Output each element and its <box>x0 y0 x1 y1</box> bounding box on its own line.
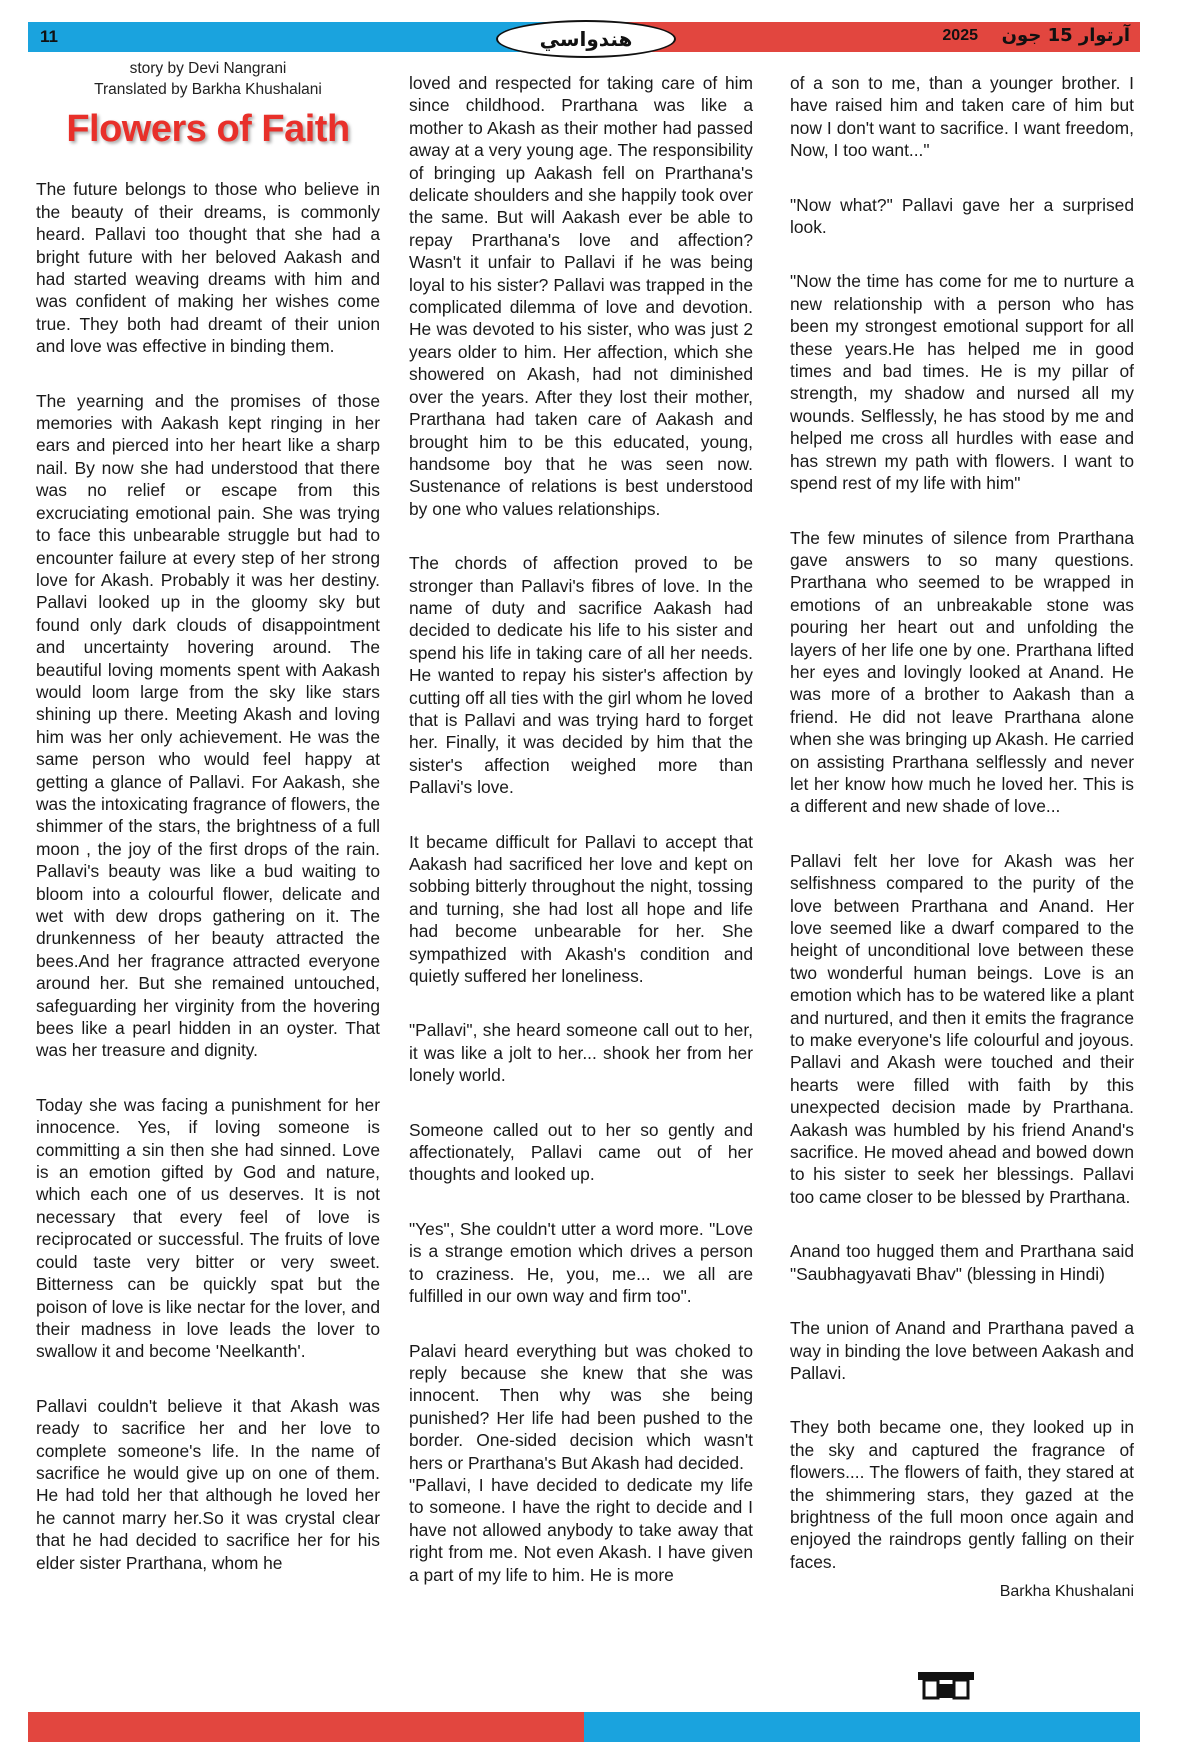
article-column-1 <box>36 58 380 1574</box>
paragraph: The yearning and the promises of those memories with Aakash kept ringing in her ears and pierced into her heart like a sharp nail. By now she had understood that there was no relief or escape from this excruciating emotional pain. She was trying to face this unbearable struggle but had to encounter failure at every step of her strong love for Akash. Probably it was her destiny. Pallavi looked up in the gloomy sky but found only dark clouds of disappointment and uncertainty hovering around. The beautiful loving moments spent with Aakash would loom large from the sky like stars shining up there. Meeting Akash and loving him was her only achievement. He was the same person who would feel happy at getting a glance of Pallavi. For Aakash, she was the intoxicating fragrance of flowers, the shimmer of the stars, the brightness of a full moon , the joy of the first drops of the rain. Pallavi's beauty was like a bud waiting to bloom into a colourful flower, delicate and wet with dew drops gathering on it. The drunkenness of her beauty attracted the bees.And her fragrance attracted everyone around her. But she remained untouched, safeguarding her virginity from the hovering bees like a pearl hidden in an oyster. That was her treasure and dignity. <box>36 390 380 1061</box>
paragraph: The chords of affection proved to be stronger than Pallavi's fibres of love. In the name of duty and sacrifice Aakash had decided to dedicate his life to his sister and spend his life in taking care of all her needs. He wanted to repay his sister's affection by cutting off all ties with the girl whom he loved that is Pallavi and was trying hard to forget her. Finally, it was decided by him that the sister's affection weighed more than Pallavi's love. <box>409 553 753 798</box>
footer-band <box>28 1712 1140 1742</box>
paragraph: The union of Anand and Prarthana paved a way in binding the love between Aakash and Pallavi. <box>790 1318 1134 1383</box>
page-number: 11 <box>40 27 58 46</box>
byline-author: story by Devi Nangrani <box>129 60 287 77</box>
paragraph: It became difficult for Pallavi to accept that Aakash had sacrificed her love and kept on sobbing bitterly throughout the night, tossing and turning, she had lost all hope and life had become unbearable for her. She sympathized with Akash's condition and quietly suffered her loneliness. <box>409 831 753 987</box>
paragraph: The future belongs to those who believe in the beauty of their dreams, is commonly heard. Pallavi too thought that she had a bright future with her beloved Aakash and had started weaving dreams with him and was confident of making her wishes come true. They both had dreamt of their union and love was effective in binding them. <box>36 179 380 357</box>
paragraph: "Now the time has come for me to nurture a new relationship with a person who has been my strongest emotional support for all these years.He has helped me in good times and bad times. He is my pillar of strength, my shadow and nursed all my wounds. Selflessly, he has stood by me and helped me cross all hurdles with ease and has strewn my path with flowers. I want to spend rest of my life with him" <box>790 271 1134 494</box>
paragraph: "Pallavi, I have decided to dedicate my life to someone. I have the right to decide and I have not allowed anybody to take away that right from me. Not even Akash. I have given a part of my life to him. He is more <box>409 1474 753 1585</box>
issue-year: 2025 <box>942 27 978 44</box>
paragraph: "Now what?" Pallavi gave her a surprised look. <box>790 194 1134 238</box>
paragraph: Someone called out to her so gently and affectionately, Pallavi came out of her thoughts and looked up. <box>409 1119 753 1185</box>
article-column-2 <box>409 72 753 1586</box>
paragraph: loved and respected for taking care of him since childhood. Prarthana was like a mother to Akash as their mother had passed away at a very young age. The responsibility of bringing up Aakash fell on Prarthana's delicate shoulders and she happily took over the same. But will Aakash ever be able to repay Prarthana's love and affection? Wasn't it unfair to Pallavi if he was being loyal to his sister? Pallavi was trapped in the complicated dilemma of love and devotion. He was devoted to his sister, who was just 2 years older to him. Her affection, which she showered on Akash, had not diminished over the years. After they lost their mother, Prarthana had taken care of Aakash and brought him to be this educated, young, handsome boy that he was seen now. Sustenance of relations is best understood by one who values relationships. <box>409 73 753 519</box>
masthead-logo: هندواسي <box>496 20 676 58</box>
paragraph: They both became one, they looked up in the sky and captured the fragrance of flowers.... The flowers of faith, they stared at the shimmering stars, they gazed at the brightness of the full moon once again and enjoyed the raindrops gently falling on their faces. <box>790 1417 1134 1572</box>
end-mark-icon <box>918 1672 974 1700</box>
paragraph: Palavi heard everything but was choked to reply because she knew that she was innocent. Then why was she being punished? Her life had been pushed to the border. One-sided decision which wasn't hers or Prarthana's But Akash had decided. <box>409 1340 753 1473</box>
byline-translator: Translated by Barkha Khushalani <box>94 81 322 98</box>
paragraph: Pallavi couldn't believe it that Akash was ready to sacrifice her and her love to complete someone's life. In the name of sacrifice he would give up on one of them. He had told her that although he loved her he cannot marry her.So it was crystal clear that he had decided to sacrifice her for his elder sister Prarthana, whom he <box>36 1395 380 1573</box>
article-title: Flowers of Faith <box>66 108 350 150</box>
paragraph: Pallavi felt her love for Akash was her selfishness compared to the purity of the love between Prarthana and Anand. Her love seemed like a dwarf compared to the height of unconditional love between these two wonderful human beings. Love is an emotion which has to be watered like a plant and nurtured, and then it emits the fragrance to make everyone's life colourful and joyous. Pallavi and Akash were touched and their hearts were filled with faith by this unexpected decision made by Prarthana. Aakash was humbled by his friend Anand's sacrifice. He moved ahead and bowed down to his sister to seek her blessings. Pallavi too came closer to be blessed by Prarthana. <box>790 850 1134 1207</box>
paragraph: The few minutes of silence from Prarthana gave answers to so many questions. Prarthana who seemed to be wrapped in emotions of an unbreakable stone was pouring her heart out and unfolding the layers of her life one by one. Prarthana lifted her eyes and lovingly looked at Anand. He was more of a brother to Aakash than a friend. He did not leave Prarthana alone when she was bringing up Akash. He carried on assisting Prarthana selflessly and never let her know how much he loved her. This is a different and new shade of love... <box>790 527 1134 817</box>
paragraph: "Pallavi", she heard someone call out to her, it was like a jolt to her... shook her from her lonely world. <box>409 1020 753 1086</box>
paragraph: of a son to me, than a younger brother. I have raised him and taken care of him but now I don't want to sacrifice. I want freedom, Now, I too want..." <box>790 73 1134 161</box>
article-column-3 <box>790 72 1134 1604</box>
paragraph: Anand too hugged them and Prarthana said "Saubhagyavati Bhav" (blessing in Hindi) <box>790 1241 1134 1284</box>
paragraph: "Yes", She couldn't utter a word more. "Love is a strange emotion which drives a person to craziness. He, you, me... we all are fulfilled in our own way and firm too". <box>409 1218 753 1307</box>
paragraph: Today she was facing a punishment for her innocence. Yes, if loving someone is committing a sin then she had sinned. Love is an emotion gifted by God and nature, which each one of us deserves. It is not necessary that every feel of love is reciprocated or successful. The fruits of love could taste very bitter or very sweet. Bitterness can be quickly spat but the poison of love is like nectar for the lover, and their madness in love leads the lover to swallow it and become 'Neelkanth'. <box>36 1094 380 1362</box>
signature: Barkha Khushalani <box>999 1583 1134 1601</box>
header-band <box>28 22 1140 52</box>
issue-date: آرتوار 15 جون <box>1001 25 1130 46</box>
